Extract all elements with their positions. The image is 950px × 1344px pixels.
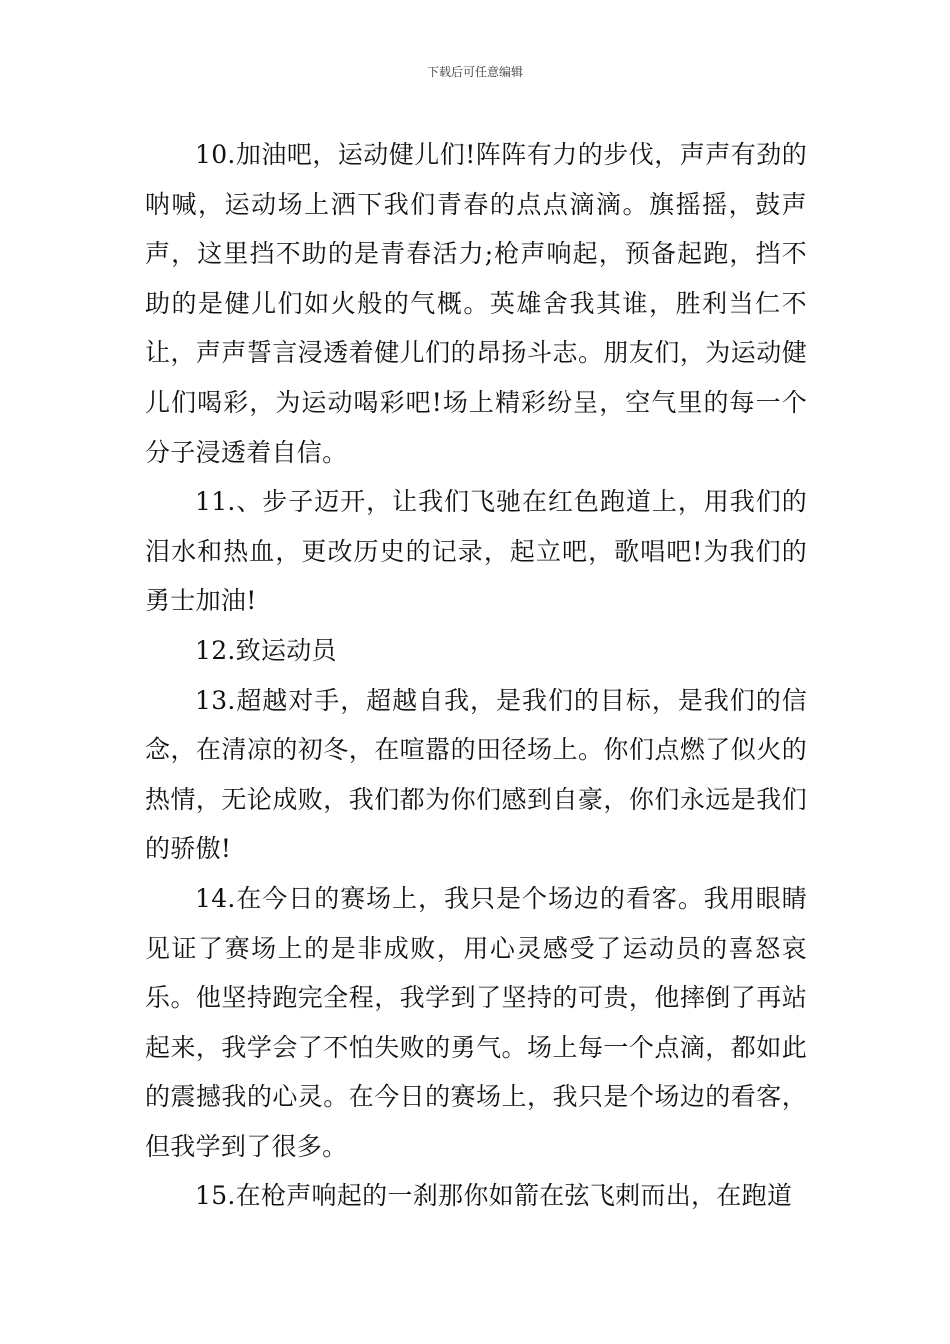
paragraph-11: 11.、步子迈开，让我们飞驰在红色跑道上，用我们的泪水和热血，更改历史的记录，起立吧，歌唱吧!为我们的勇士加油! — [145, 487, 807, 616]
paragraph-10: 10.加油吧，运动健儿们!阵阵有力的步伐，声声有劲的呐喊，运动场上洒下我们青春的点点滴滴。旗摇摇，鼓声声，这里挡不助的是青春活力;枪声响起，预备起跑，挡不助的是健儿们如火般的气概。英雄舍我其谁，胜利当仁不让，声声誓言浸透着健儿们的昂扬斗志。朋友们，为运动健儿们喝彩，为运动喝彩吧!场上精彩纷呈，空气里的每一个分子浸透着自信。 — [145, 140, 807, 467]
paragraph-15: 15.在枪声响起的一刹那你如箭在弦飞刺而出，在跑道 — [195, 1181, 793, 1211]
paragraph-12: 12.致运动员 — [195, 635, 337, 665]
page-header: 下载后可任意编辑 — [426, 65, 523, 79]
paragraph-13: 13.超越对手，超越自我，是我们的目标，是我们的信念，在清凉的初冬，在喧嚣的田径场上。你们点燃了似火的热情，无论成败，我们都为你们感到自豪，你们永远是我们的骄傲! — [145, 685, 807, 864]
document-body — [145, 130, 807, 1221]
paragraph-14: 14.在今日的赛场上，我只是个场边的看客。我用眼睛见证了赛场上的是非成败，用心灵感受了运动员的喜怒哀乐。他坚持跑完全程，我学到了坚持的可贵，他摔倒了再站起来，我学会了不怕失败的勇气。场上每一个点滴，都如此的震撼我的心灵。在今日的赛场上，我只是个场边的看客，但我学到了很多。 — [145, 883, 807, 1161]
